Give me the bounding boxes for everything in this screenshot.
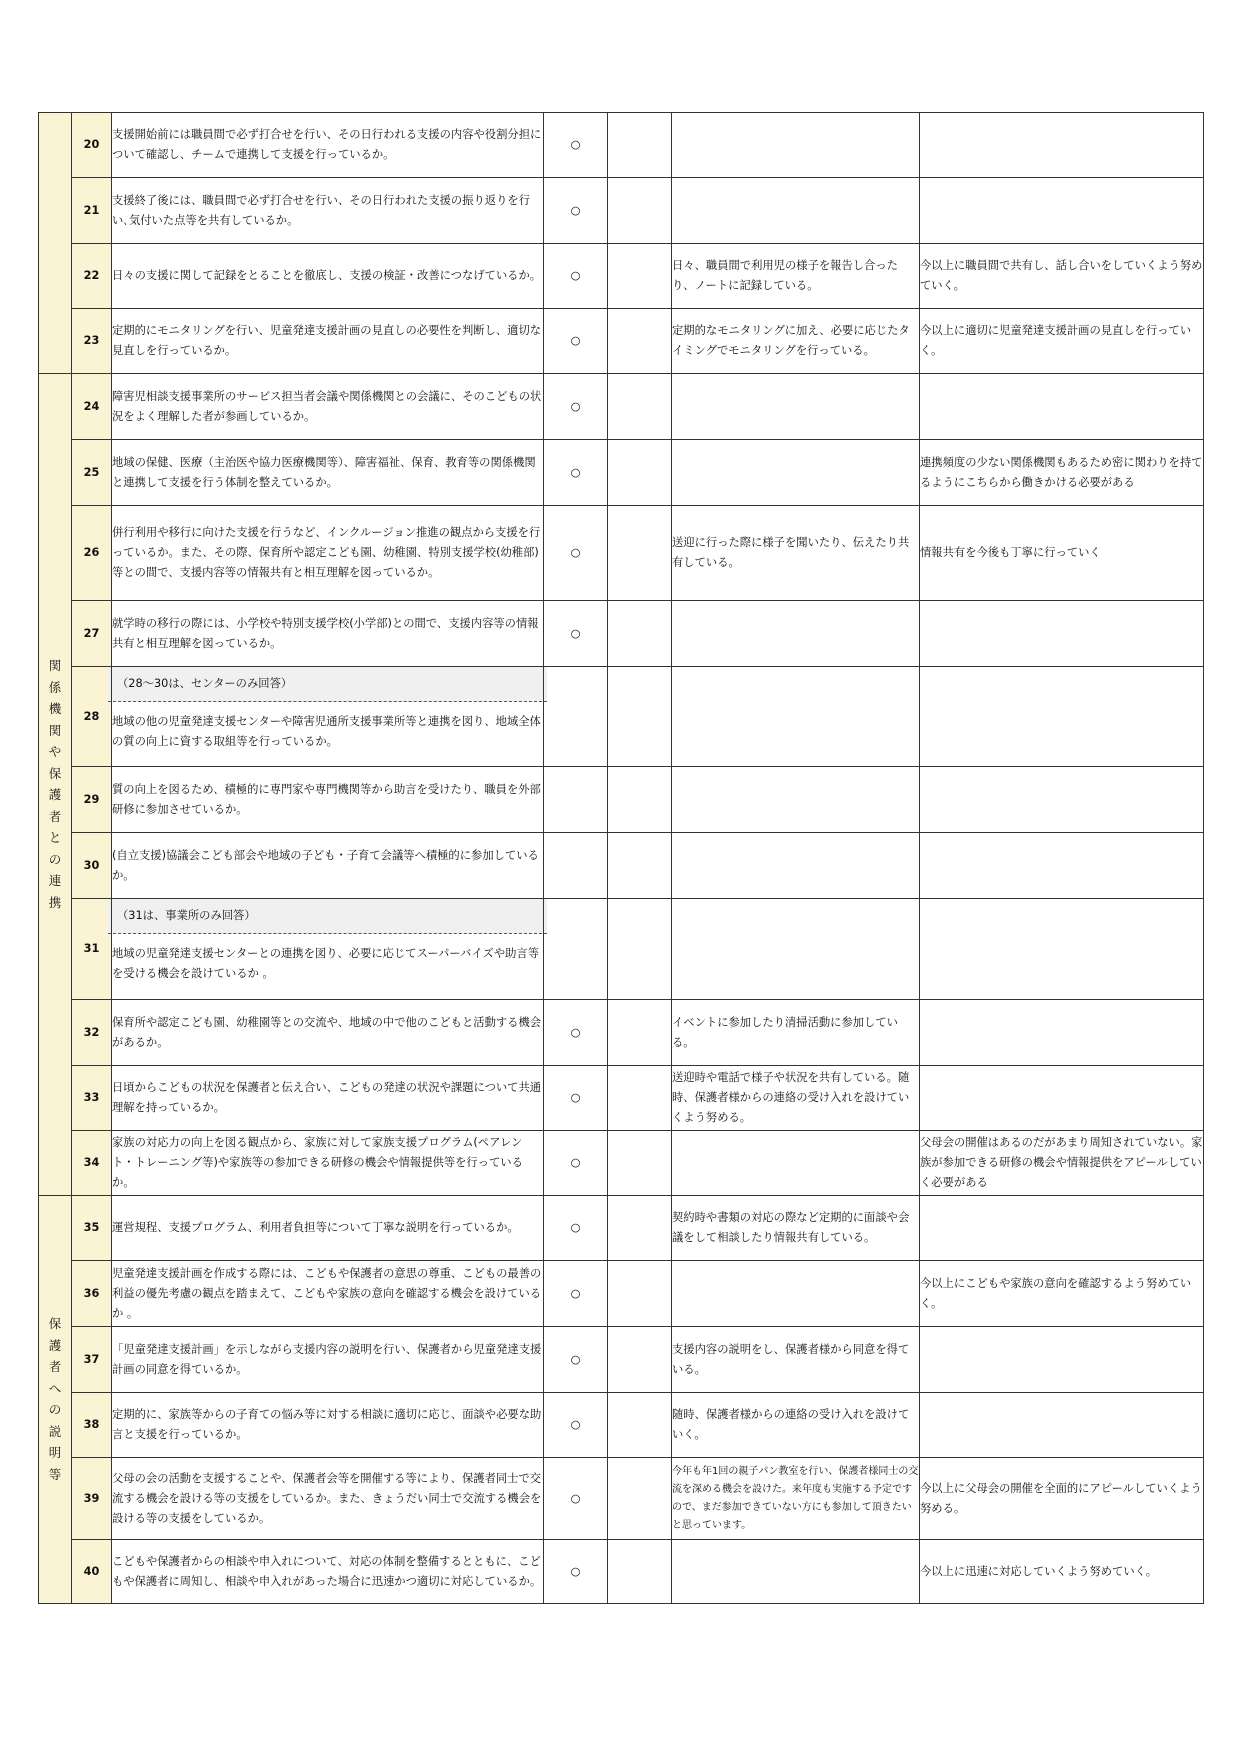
improvement-note: [920, 1327, 1204, 1393]
yes-mark: ○: [544, 1000, 608, 1066]
yes-mark: ○: [544, 1327, 608, 1393]
item-text: 就学時の移行の際には、小学校や特別支援学校(小学部)との間で、支援内容等の情報共有と相互理解を図っているか。: [112, 601, 544, 667]
category-cell: [39, 1196, 72, 1604]
table-row: [39, 1393, 1204, 1458]
row-number: 28: [72, 667, 112, 767]
table-row: [39, 667, 1204, 767]
item-text: 支援終了後には、職員間で必ず打合せを行い、その日行われた支援の振り返りを行い､気付いた点等を共有しているか。: [112, 178, 544, 244]
table-row: [39, 244, 1204, 309]
item-text: 地域の児童発達支援センターとの連携を図り、必要に応じてスーパーバイズや助言等を受ける機会を設けているか 。: [112, 947, 540, 980]
row-number: 20: [72, 113, 112, 178]
improvement-note: [920, 1000, 1204, 1066]
row-number: 36: [72, 1261, 112, 1327]
item-text: 支援開始前には職員間で必ず打合せを行い、その日行われる支援の内容や役割分担について確認し、チームで連携して支援を行っているか。: [112, 113, 544, 178]
item-text: こどもや保護者からの相談や申入れについて、対応の体制を整備するとともに、こどもや保護者に周知し、相談や申入れがあった場合に迅速かつ適切に対応しているか。: [112, 1540, 544, 1604]
item-text: 運営規程、支援プログラム、利用者負担等について丁寧な説明を行っているか。: [112, 1196, 544, 1261]
row-number: 33: [72, 1066, 112, 1131]
improvement-note: [920, 1196, 1204, 1261]
status-note: 定期的なモニタリングに加え、必要に応じたタイミングでモニタリングを行っている。: [672, 309, 920, 374]
status-note: [672, 1261, 920, 1327]
no-mark: [608, 667, 672, 767]
item-text: 地域の他の児童発達支援センターや障害児通所支援事業所等と連携を図り、地域全体の質の向上に資する取組等を行っているか。: [112, 715, 541, 748]
item-text: 父母の会の活動を支援することや、保護者会等を開催する等により、保護者同士で交流する機会を設ける等の支援をしているか。また、きょうだい同士で交流する機会を設ける等の支援をしているか。: [112, 1458, 544, 1540]
yes-mark: [544, 833, 608, 899]
yes-mark: ○: [544, 374, 608, 440]
item-text: 児童発達支援計画を作成する際には、こどもや保護者の意思の尊重、こどもの最善の利益の優先考慮の観点を踏まえて、こどもや家族の意向を確認する機会を設けているか 。: [112, 1261, 544, 1327]
no-mark: [608, 1393, 672, 1458]
status-note: [672, 113, 920, 178]
status-note: [672, 767, 920, 833]
table-row: [39, 1540, 1204, 1604]
no-mark: [608, 506, 672, 601]
table-row: [39, 1196, 1204, 1261]
row-number: 39: [72, 1458, 112, 1540]
improvement-note: 父母会の開催はあるのだがあまり周知されていない。家族が参加できる研修の機会や情報提供をアピールしていく必要がある: [920, 1131, 1204, 1196]
improvement-note: 今以上に適切に児童発達支援計画の見直しを行っていく。: [920, 309, 1204, 374]
evaluation-table: [38, 112, 1204, 1604]
row-number: 29: [72, 767, 112, 833]
table-row: [39, 440, 1204, 506]
no-mark: [608, 1000, 672, 1066]
no-mark: [608, 1540, 672, 1604]
yes-mark: [544, 667, 608, 767]
yes-mark: ○: [544, 1196, 608, 1261]
row-number: 24: [72, 374, 112, 440]
item-text: 定期的にモニタリングを行い、児童発達支援計画の見直しの必要性を判断し、適切な見直しを行っているか。: [112, 309, 544, 374]
yes-mark: ○: [544, 1540, 608, 1604]
row-number: 35: [72, 1196, 112, 1261]
table-row: [39, 1261, 1204, 1327]
status-note: [672, 899, 920, 1000]
item-text: 家族の対応力の向上を図る観点から、家族に対して家族支援プログラム(ペアレント・トレーニング等)や家族等の参加できる研修の機会や情報提供等を行っているか。: [112, 1131, 544, 1196]
table-row: [39, 309, 1204, 374]
row-number: 21: [72, 178, 112, 244]
improvement-note: [920, 833, 1204, 899]
table-row: [39, 601, 1204, 667]
answer-scope-note: （28～30は、センターのみ回答）: [108, 667, 547, 702]
item-cell: [112, 667, 544, 767]
no-mark: [608, 767, 672, 833]
yes-mark: [544, 899, 608, 1000]
no-mark: [608, 1131, 672, 1196]
row-number: 37: [72, 1327, 112, 1393]
row-number: 26: [72, 506, 112, 601]
table-row: [39, 178, 1204, 244]
no-mark: [608, 1196, 672, 1261]
no-mark: [608, 309, 672, 374]
yes-mark: ○: [544, 244, 608, 309]
status-note: [672, 601, 920, 667]
improvement-note: [920, 1066, 1204, 1131]
improvement-note: 今以上に父母会の開催を全面的にアピールしていくよう努める。: [920, 1458, 1204, 1540]
item-text: 日々の支援に関して記録をとることを徹底し、支援の検証・改善につなげているか。: [112, 244, 544, 309]
item-text: 障害児相談支援事業所のサービス担当者会議や関係機関との会議に、そのこどもの状況をよく理解した者が参画しているか。: [112, 374, 544, 440]
table-row: [39, 1458, 1204, 1540]
item-text: 併行利用や移行に向けた支援を行うなど、インクルージョン推進の観点から支援を行っているか。また、その際、保育所や認定こども園、幼稚園、特別支援学校(幼稚部)等との間で、支援内容等の情報共有と相互理解を図っているか。: [112, 506, 544, 601]
item-text: (自立支援)協議会こども部会や地域の子ども・子育て会議等へ積極的に参加しているか。: [112, 833, 544, 899]
row-number: 22: [72, 244, 112, 309]
category-label: 関係機関や保護者との連携: [48, 658, 62, 910]
status-note: [672, 667, 920, 767]
item-text: 定期的に、家族等からの子育ての悩み等に対する相談に適切に応じ、面談や必要な助言と支援を行っているか。: [112, 1393, 544, 1458]
status-note: [672, 1131, 920, 1196]
no-mark: [608, 374, 672, 440]
yes-mark: ○: [544, 1066, 608, 1131]
table-row: [39, 767, 1204, 833]
category-cell: [39, 374, 72, 1196]
no-mark: [608, 1327, 672, 1393]
item-text: 質の向上を図るため、積極的に専門家や専門機関等から助言を受けたり、職員を外部研修に参加させているか。: [112, 767, 544, 833]
item-text: 地域の保健、医療（主治医や協力医療機関等）、障害福祉、保育、教育等の関係機関と連携して支援を行う体制を整えているか。: [112, 440, 544, 506]
item-cell: [112, 899, 544, 1000]
no-mark: [608, 178, 672, 244]
table-row: [39, 113, 1204, 178]
yes-mark: ○: [544, 440, 608, 506]
yes-mark: ○: [544, 178, 608, 244]
row-number: 31: [72, 899, 112, 1000]
table-row: [39, 899, 1204, 1000]
status-note: 支援内容の説明をし、保護者様から同意を得ている。: [672, 1327, 920, 1393]
improvement-note: [920, 1393, 1204, 1458]
item-text: 「児童発達支援計画」を示しながら支援内容の説明を行い、保護者から児童発達支援計画の同意を得ているか。: [112, 1327, 544, 1393]
category-cell: [39, 113, 72, 374]
no-mark: [608, 899, 672, 1000]
status-note: 送迎に行った際に様子を聞いたり、伝えたり共有している。: [672, 506, 920, 601]
status-note: [672, 178, 920, 244]
improvement-note: 連携頻度の少ない関係機関もあるため密に関わりを持てるようにこちらから働きかける必要がある: [920, 440, 1204, 506]
status-note: [672, 440, 920, 506]
row-number: 34: [72, 1131, 112, 1196]
table-row: [39, 1131, 1204, 1196]
row-number: 40: [72, 1540, 112, 1604]
yes-mark: ○: [544, 309, 608, 374]
yes-mark: ○: [544, 1458, 608, 1540]
status-note: [672, 374, 920, 440]
improvement-note: 今以上に職員間で共有し、話し合いをしていくよう努めていく。: [920, 244, 1204, 309]
no-mark: [608, 440, 672, 506]
row-number: 38: [72, 1393, 112, 1458]
status-note: 契約時や書類の対応の際など定期的に面談や会議をして相談したり情報共有している。: [672, 1196, 920, 1261]
answer-scope-note: （31は、事業所のみ回答）: [108, 899, 547, 934]
improvement-note: 今以上にこどもや家族の意向を確認するよう努めていく。: [920, 1261, 1204, 1327]
improvement-note: [920, 178, 1204, 244]
status-note: [672, 1540, 920, 1604]
no-mark: [608, 601, 672, 667]
no-mark: [608, 833, 672, 899]
item-text: 保育所や認定こども園、幼稚園等との交流や、地域の中で他のこどもと活動する機会があるか。: [112, 1000, 544, 1066]
improvement-note: [920, 667, 1204, 767]
improvement-note: [920, 374, 1204, 440]
status-note: [672, 833, 920, 899]
row-number: 27: [72, 601, 112, 667]
no-mark: [608, 1458, 672, 1540]
table-row: [39, 1327, 1204, 1393]
table-row: [39, 1000, 1204, 1066]
status-note: 日々、職員間で利用児の様子を報告し合ったり、ノートに記録している。: [672, 244, 920, 309]
table-row: [39, 374, 1204, 440]
status-note: 今年も年1回の親子パン教室を行い、保護者様同士の交流を深める機会を設けた。来年度も実施する予定ですので、まだ参加できていない方にも参加して頂きたいと思っています。: [672, 1458, 920, 1540]
improvement-note: [920, 113, 1204, 178]
row-number: 23: [72, 309, 112, 374]
row-number: 32: [72, 1000, 112, 1066]
status-note: 送迎時や電話で様子や状況を共有している。随時、保護者様からの連絡の受け入れを設けていくよう努める。: [672, 1066, 920, 1131]
improvement-note: [920, 899, 1204, 1000]
no-mark: [608, 1066, 672, 1131]
row-number: 30: [72, 833, 112, 899]
improvement-note: 今以上に迅速に対応していくよう努めていく。: [920, 1540, 1204, 1604]
yes-mark: ○: [544, 506, 608, 601]
table-row: [39, 1066, 1204, 1131]
no-mark: [608, 1261, 672, 1327]
yes-mark: ○: [544, 113, 608, 178]
yes-mark: [544, 767, 608, 833]
improvement-note: [920, 601, 1204, 667]
no-mark: [608, 244, 672, 309]
yes-mark: ○: [544, 1131, 608, 1196]
no-mark: [608, 113, 672, 178]
yes-mark: ○: [544, 1393, 608, 1458]
yes-mark: ○: [544, 601, 608, 667]
status-note: イベントに参加したり清掃活動に参加している。: [672, 1000, 920, 1066]
table-row: [39, 833, 1204, 899]
row-number: 25: [72, 440, 112, 506]
item-text: 日頃からこどもの状況を保護者と伝え合い、こどもの発達の状況や課題について共通理解を持っているか。: [112, 1066, 544, 1131]
yes-mark: ○: [544, 1261, 608, 1327]
improvement-note: [920, 767, 1204, 833]
table-row: [39, 506, 1204, 601]
category-label: 保護者への説明等: [48, 1316, 62, 1482]
status-note: 随時、保護者様からの連絡の受け入れを設けていく。: [672, 1393, 920, 1458]
improvement-note: 情報共有を今後も丁寧に行っていく: [920, 506, 1204, 601]
